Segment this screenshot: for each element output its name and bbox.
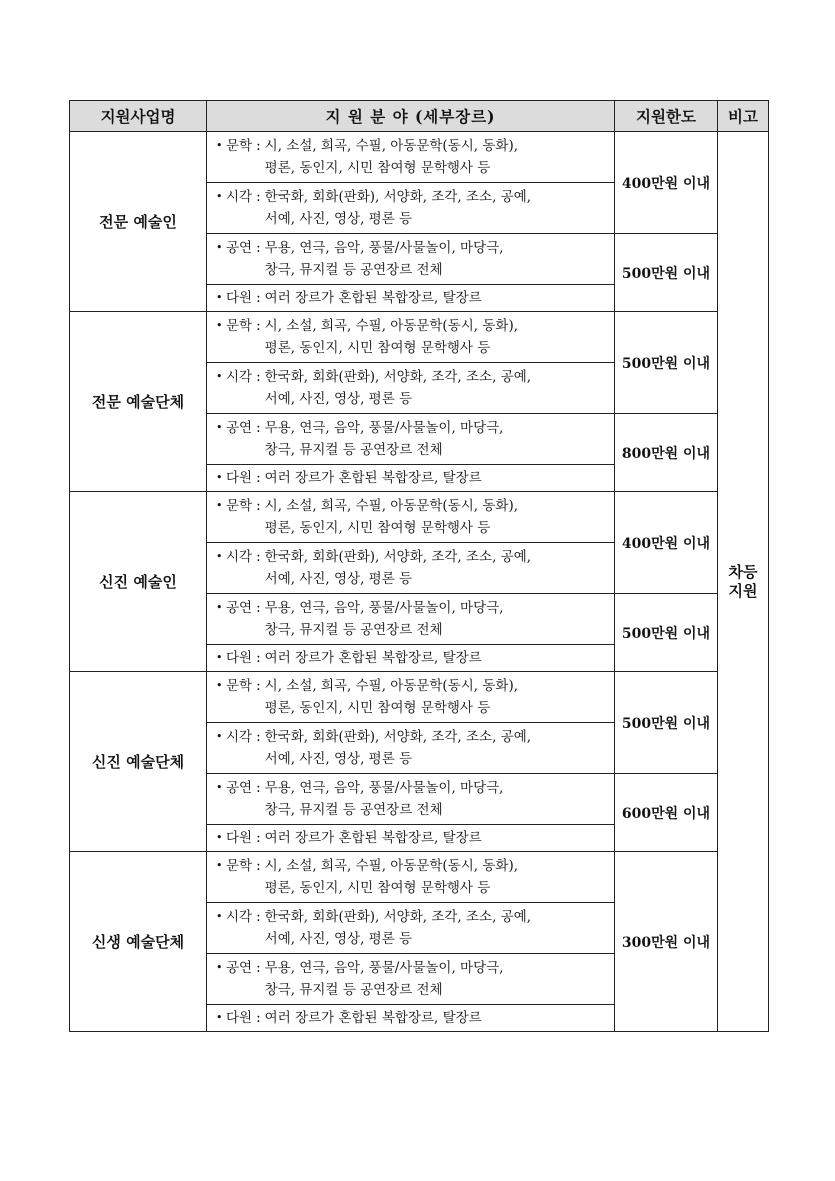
header-limit: 지원한도: [615, 101, 718, 132]
limit-value: 500만원 이내: [615, 312, 718, 414]
genre-cell-performance: • 공연 : 무용, 연극, 음악, 풍물/사물놀이, 마당극, 창극, 뮤지컬 등 공연장르 전체: [207, 234, 615, 285]
limit-value: 800만원 이내: [615, 414, 718, 492]
program-name: 신진 예술인: [70, 492, 207, 672]
bullet-icon: •: [216, 651, 223, 664]
genre-cell-visual: • 시각 : 한국화, 회화(판화), 서양화, 조각, 조소, 공예, 서예, 사진, 영상, 평론 등: [207, 543, 615, 594]
limit-value: 400만원 이내: [615, 492, 718, 594]
header-note: 비고: [718, 101, 769, 132]
genre-cell-performance: • 공연 : 무용, 연극, 음악, 풍물/사물놀이, 마당극, 창극, 뮤지컬 등 공연장르 전체: [207, 414, 615, 465]
table-row: [70, 312, 769, 363]
genre-cell-visual: • 시각 : 한국화, 회화(판화), 서양화, 조각, 조소, 공예, 서예, 사진, 영상, 평론 등: [207, 903, 615, 954]
table-row: [70, 672, 769, 723]
limit-value: 600만원 이내: [615, 774, 718, 852]
bullet-icon: •: [216, 781, 223, 794]
bullet-icon: •: [216, 679, 223, 692]
genre-cell-literature: • 문학 : 시, 소설, 희곡, 수필, 아동문학(동시, 동화), 평론, 동인지, 시민 참여형 문학행사 등: [207, 132, 615, 183]
table-row: [70, 132, 769, 183]
genre-cell-literature: • 문학 : 시, 소설, 희곡, 수필, 아동문학(동시, 동화), 평론, 동인지, 시민 참여형 문학행사 등: [207, 672, 615, 723]
header-row: [70, 101, 769, 132]
bullet-icon: •: [216, 421, 223, 434]
bullet-icon: •: [216, 601, 223, 614]
genre-cell-multi: • 다원 : 여러 장르가 혼합된 복합장르, 탈장르: [207, 645, 615, 672]
genre-cell-visual: • 시각 : 한국화, 회화(판화), 서양화, 조각, 조소, 공예, 서예, 사진, 영상, 평론 등: [207, 183, 615, 234]
genre-cell-visual: • 시각 : 한국화, 회화(판화), 서양화, 조각, 조소, 공예, 서예, 사진, 영상, 평론 등: [207, 363, 615, 414]
header-field: 지 원 분 야 (세부장르): [207, 101, 615, 132]
program-name: 신진 예술단체: [70, 672, 207, 852]
genre-cell-multi: • 다원 : 여러 장르가 혼합된 복합장르, 탈장르: [207, 465, 615, 492]
genre-cell-performance: • 공연 : 무용, 연극, 음악, 풍물/사물놀이, 마당극, 창극, 뮤지컬 등 공연장르 전체: [207, 954, 615, 1005]
program-name: 전문 예술단체: [70, 312, 207, 492]
genre-cell-multi: • 다원 : 여러 장르가 혼합된 복합장르, 탈장르: [207, 285, 615, 312]
bullet-icon: •: [216, 291, 223, 304]
genre-cell-performance: • 공연 : 무용, 연극, 음악, 풍물/사물놀이, 마당극, 창극, 뮤지컬 등 공연장르 전체: [207, 594, 615, 645]
bullet-icon: •: [216, 550, 223, 563]
bullet-icon: •: [216, 139, 223, 152]
genre-cell-performance: • 공연 : 무용, 연극, 음악, 풍물/사물놀이, 마당극, 창극, 뮤지컬 등 공연장르 전체: [207, 774, 615, 825]
bullet-icon: •: [216, 319, 223, 332]
bullet-icon: •: [216, 370, 223, 383]
genre-cell-multi: • 다원 : 여러 장르가 혼합된 복합장르, 탈장르: [207, 1005, 615, 1032]
bullet-icon: •: [216, 910, 223, 923]
program-name: 신생 예술단체: [70, 852, 207, 1032]
program-name: 전문 예술인: [70, 132, 207, 312]
note-cell: 차등 지원: [718, 132, 769, 1032]
table-row: [70, 492, 769, 543]
genre-cell-multi: • 다원 : 여러 장르가 혼합된 복합장르, 탈장르: [207, 825, 615, 852]
bullet-icon: •: [216, 859, 223, 872]
limit-value: 500만원 이내: [615, 234, 718, 312]
genre-cell-literature: • 문학 : 시, 소설, 희곡, 수필, 아동문학(동시, 동화), 평론, 동인지, 시민 참여형 문학행사 등: [207, 312, 615, 363]
limit-value: 500만원 이내: [615, 594, 718, 672]
bullet-icon: •: [216, 831, 223, 844]
header-program: 지원사업명: [70, 101, 207, 132]
bullet-icon: •: [216, 499, 223, 512]
bullet-icon: •: [216, 730, 223, 743]
bullet-icon: •: [216, 961, 223, 974]
genre-cell-literature: • 문학 : 시, 소설, 희곡, 수필, 아동문학(동시, 동화), 평론, 동인지, 시민 참여형 문학행사 등: [207, 852, 615, 903]
support-table: [69, 100, 769, 1032]
limit-value: 500만원 이내: [615, 672, 718, 774]
genre-cell-visual: • 시각 : 한국화, 회화(판화), 서양화, 조각, 조소, 공예, 서예, 사진, 영상, 평론 등: [207, 723, 615, 774]
bullet-icon: •: [216, 190, 223, 203]
bullet-icon: •: [216, 471, 223, 484]
table-row: [70, 852, 769, 903]
bullet-icon: •: [216, 1011, 223, 1024]
limit-value: 400만원 이내: [615, 132, 718, 234]
genre-cell-literature: • 문학 : 시, 소설, 희곡, 수필, 아동문학(동시, 동화), 평론, 동인지, 시민 참여형 문학행사 등: [207, 492, 615, 543]
limit-value: 300만원 이내: [615, 852, 718, 1032]
bullet-icon: •: [216, 241, 223, 254]
